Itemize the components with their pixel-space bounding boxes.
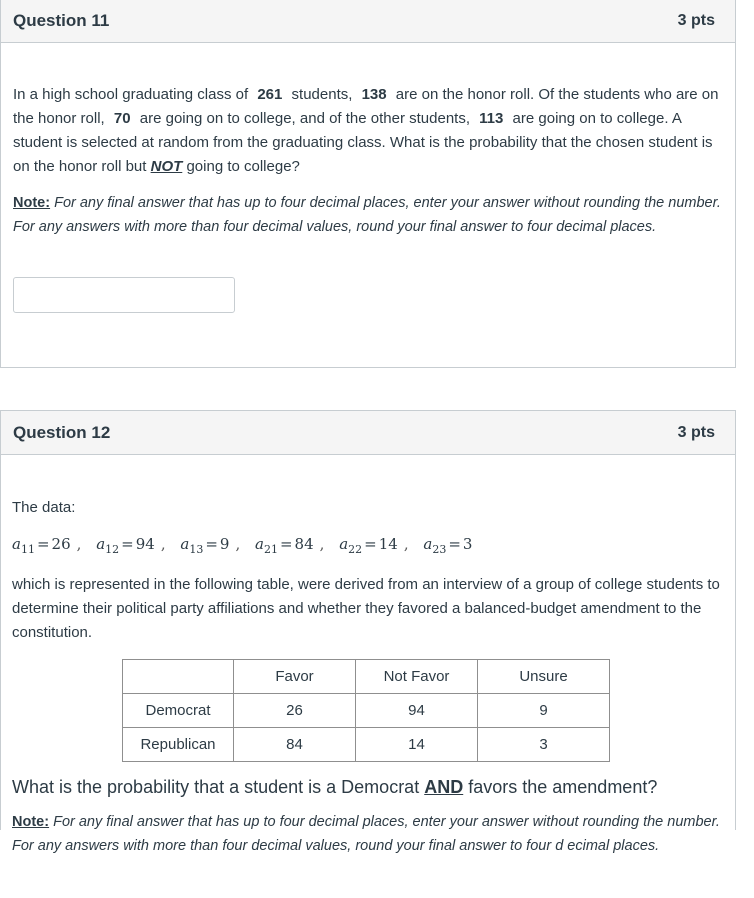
table-cell: 26 — [234, 694, 356, 728]
q12-question — [12, 774, 728, 800]
table-header-unsure: Unsure — [478, 660, 610, 694]
q12-note-label: Note: — [12, 814, 50, 830]
table-cell: 9 — [478, 694, 610, 728]
table-cell: 84 — [234, 728, 356, 762]
q12-question-1: What is the probability that a student is a Democrat — [12, 777, 420, 797]
q11-honor-college-count: 70 — [113, 110, 131, 127]
question-11-header — [1, 0, 735, 43]
question-11-body — [1, 43, 735, 313]
table-row-label-republican: Republican — [123, 728, 234, 762]
table-cell: 3 — [478, 728, 610, 762]
q12-value-a12: $a_{12} = 94$ — [96, 535, 155, 556]
question-12-points: 3 pts — [677, 423, 715, 441]
q12-note-text: For any final answer that has up to four decimal places, enter your answer without rounding the number. For any answers with more than four decimal values, round your final answer to four d ecimal places. — [12, 814, 720, 854]
table-header-favor: Favor — [234, 660, 356, 694]
q11-text-4: are going on to college, and of the other students, — [139, 110, 470, 127]
q11-other-college-count: 113 — [479, 110, 504, 127]
question-12-title: Question 12 — [13, 422, 111, 442]
q12-description: which is represented in the following table, were derived from an interview of a group of college students to determine their political party affiliations and whether they favored a balanced-budget amendment to the constitution. — [12, 576, 720, 641]
q12-value-a11: $a_{11} = 26$ — [12, 535, 71, 556]
question-11-title: Question 11 — [13, 10, 110, 30]
q11-honor-roll-count: 138 — [361, 86, 387, 103]
q11-text-5: are going on to college. A student is selected at random from the graduating class. What is the probability that the chosen student is on the honor roll but — [13, 110, 713, 175]
table-header-row — [123, 660, 610, 694]
q11-text-2: students, — [291, 86, 353, 103]
table-header-not-favor: Not Favor — [356, 660, 478, 694]
table-cell: 14 — [356, 728, 478, 762]
q11-text-1: In a high school graduating class of — [13, 86, 249, 103]
question-12-note — [12, 810, 728, 858]
table-row — [123, 728, 610, 762]
q12-value-a23: $a_{23} = 3$ — [423, 535, 473, 556]
table-row-label-democrat: Democrat — [123, 694, 234, 728]
question-11-note — [13, 191, 723, 239]
question-12-body — [0, 455, 740, 858]
q11-text-6: going to college? — [186, 158, 300, 175]
q12-data-table — [122, 659, 610, 762]
table-header-empty — [123, 660, 234, 694]
question-11 — [0, 0, 736, 368]
question-12-header — [1, 411, 735, 455]
q12-intro: The data: — [12, 499, 76, 516]
q12-value-a22: $a_{22} = 14$ — [339, 535, 398, 556]
question-11-points: 3 pts — [677, 11, 715, 29]
table-row — [123, 694, 610, 728]
question-11-text — [13, 83, 723, 179]
q12-value-a13: $a_{13} = 9$ — [180, 535, 230, 556]
q11-note-label: Note: — [13, 195, 51, 211]
table-cell: 94 — [356, 694, 478, 728]
q12-and-emphasis: AND — [424, 777, 464, 797]
q11-not-emphasis: NOT — [150, 158, 183, 175]
q11-total-students: 261 — [257, 86, 283, 103]
q12-value-a21: $a_{21} = 84$ — [255, 535, 314, 556]
q11-note-text: For any final answer that has up to four decimal places, enter your answer without rounding the number. For any answers with more than four decimal values, round your final answer to four decimal places. — [13, 195, 721, 235]
q12-question-2: favors the amendment? — [468, 777, 658, 797]
question-11-answer-input[interactable] — [13, 277, 235, 313]
q11-text-3: are on the honor roll. Of the students who are on the honor roll, — [13, 86, 719, 127]
q12-data-values: $a_{11} = 26$ , $a_{12} = 94$ , $a_{13} = 9$ , $a_{21} = 84$ , $a_{22} = 14$ , $a_{23} = 3$ — [12, 535, 473, 556]
